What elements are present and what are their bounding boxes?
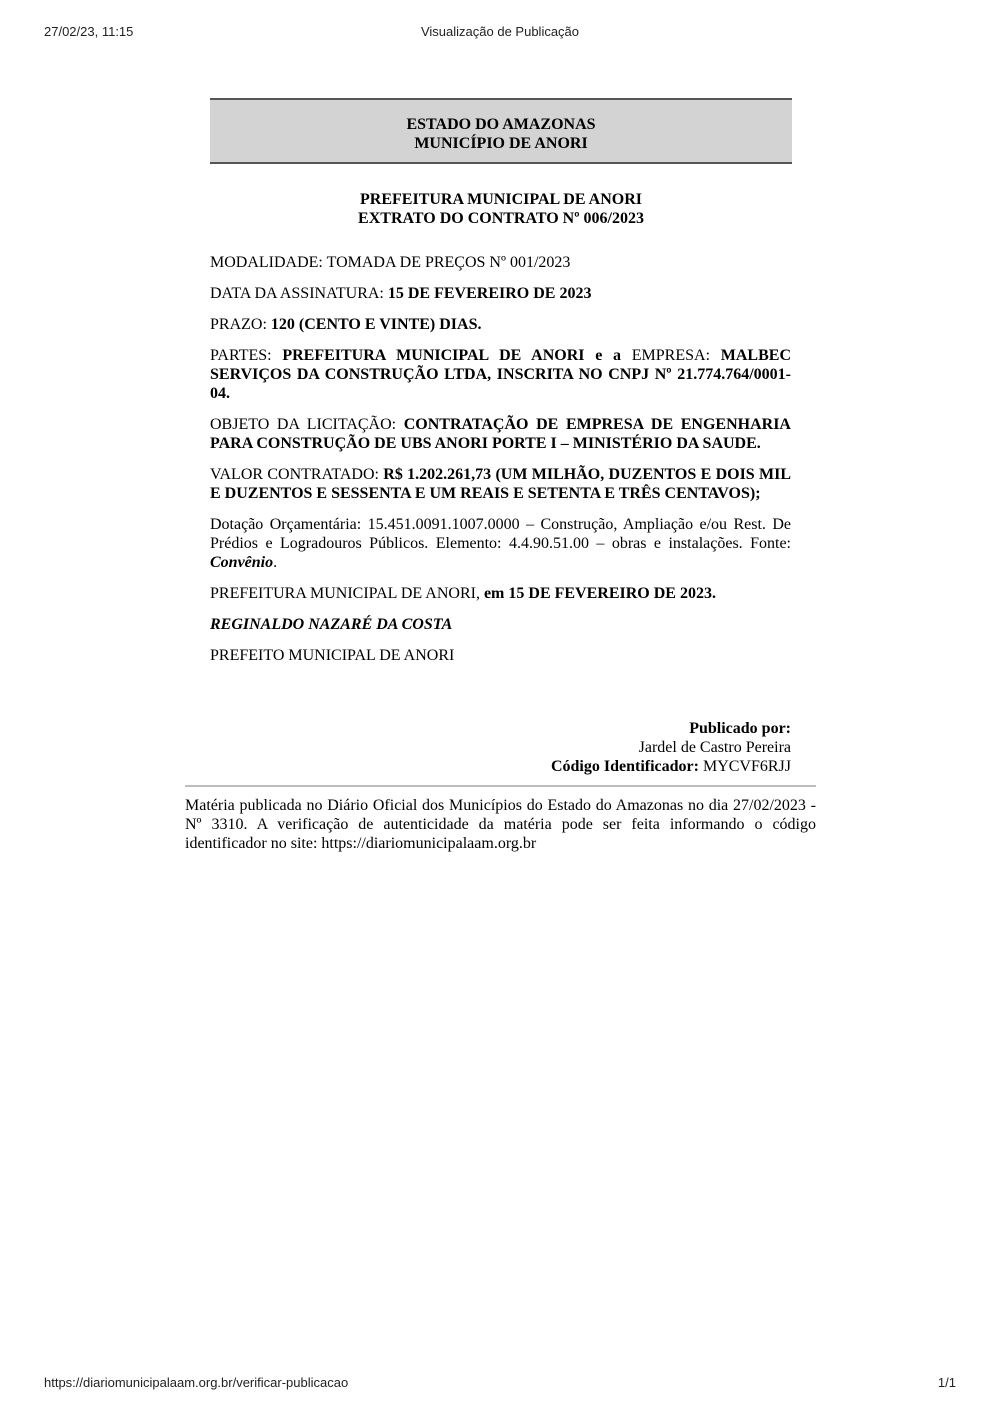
prazo-line — [210, 315, 791, 334]
document-body — [210, 253, 791, 677]
objeto-label: OBJETO DA LICITAÇÃO: — [210, 416, 404, 433]
prazo-label: PRAZO: — [210, 316, 271, 333]
data-value: 15 DE FEVEREIRO DE 2023 — [387, 285, 592, 302]
partes-paragraph — [210, 346, 791, 403]
local-date: em 15 DE FEVEREIRO DE 2023. — [483, 585, 716, 602]
print-datetime: 27/02/23, 11:15 — [44, 24, 134, 39]
signer-name: REGINALDO NAZARÉ DA COSTA — [210, 616, 453, 633]
local-date-line — [210, 584, 791, 603]
municipality-name: MUNICÍPIO DE ANORI — [414, 135, 588, 152]
prazo-value: 120 (CENTO E VINTE) DIAS. — [270, 316, 482, 333]
publisher-block — [210, 719, 791, 776]
objeto-value: CONTRATAÇÃO DE EMPRESA DE ENGENHARIA PARA CONSTRUÇÃO DE UBS ANORI PORTE I – MINISTÉRIO DA SAUDE. — [210, 416, 791, 452]
dotacao-paragraph — [210, 515, 791, 572]
code-label: Código Identificador: — [550, 758, 699, 775]
verification-note: Matéria publicada no Diário Oficial dos Municípios do Estado do Amazonas no dia 27/02/2023 - Nº 3310. A verificação de autenticidade da matéria pode ser feita informando o código identificador no site: https://diariomunicipalaam.org.br — [185, 797, 816, 852]
document-title — [210, 190, 792, 228]
print-title: Visualização de Publicação — [420, 24, 580, 39]
local-text: PREFEITURA MUNICIPAL DE ANORI, — [210, 585, 484, 602]
state-name: ESTADO DO AMAZONAS — [406, 116, 596, 133]
partes-empresa-value: MALBEC SERVIÇOS DA CONSTRUÇÃO LTDA, INSCRITA NO CNPJ Nº 21.774.764/0001- 04. — [210, 347, 791, 402]
code-value: MYCVF6RJJ — [698, 758, 791, 775]
valor-label: VALOR CONTRATADO: — [210, 466, 384, 483]
dotacao-end: . — [273, 554, 278, 571]
issuer-title: PREFEITURA MUNICIPAL DE ANORI — [360, 191, 642, 208]
dotacao-fonte: Convênio — [210, 554, 274, 571]
publisher-label: Publicado por: — [689, 720, 791, 737]
contract-title: EXTRATO DO CONTRATO Nº 006/2023 — [358, 210, 644, 227]
partes-label: PARTES: — [210, 347, 283, 364]
partes-empresa-label: EMPRESA: — [621, 347, 721, 364]
partes-prefeitura: PREFEITURA MUNICIPAL DE ANORI e a — [282, 347, 622, 364]
data-label: DATA DA ASSINATURA: — [210, 285, 388, 302]
state-header-box — [210, 98, 792, 164]
modalidade-line: MODALIDADE: TOMADA DE PREÇOS Nº 001/2023 — [210, 254, 571, 271]
publisher-name: Jardel de Castro Pereira — [638, 739, 791, 756]
signer-title: PREFEITO MUNICIPAL DE ANORI — [210, 647, 455, 664]
page-number: 1/1 — [937, 1375, 956, 1390]
publisher-code — [210, 757, 791, 776]
data-assinatura-line — [210, 284, 791, 303]
divider — [185, 785, 816, 787]
dotacao-text: Dotação Orçamentária: 15.451.0091.1007.0000 – Construção, Ampliação e/ou Rest. De Prédios e Logradouros Públicos. Elemento: 4.4.90.51.00 – obras e instalações. Fonte: — [210, 516, 791, 552]
valor-value: R$ 1.202.261,73 (UM MILHÃO, DUZENTOS E DOIS MIL E DUZENTOS E SESSENTA E UM REAIS E SETENTA E TRÊS CENTAVOS); — [210, 466, 792, 502]
footer-url[interactable]: https://diariomunicipalaam.org.br/verificar-publicacao — [44, 1375, 349, 1390]
objeto-paragraph — [210, 415, 791, 453]
valor-paragraph — [210, 465, 791, 503]
